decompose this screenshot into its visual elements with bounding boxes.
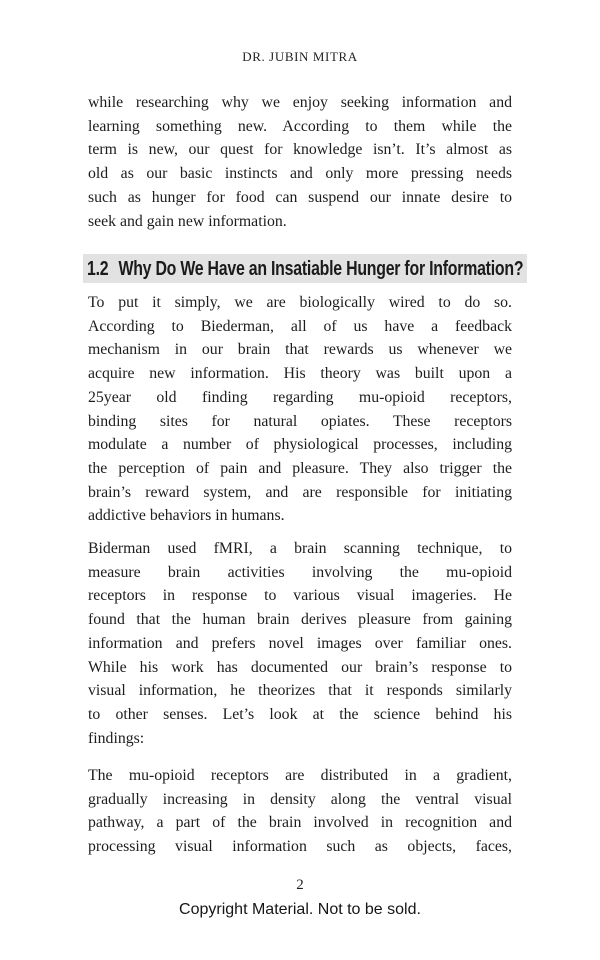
body-line: While his work has documented our brain’s response to [88, 658, 512, 676]
body-line: The mu-opioid receptors are distributed in a gradient, [88, 767, 512, 784]
paragraph [88, 91, 512, 233]
paragraph [88, 291, 512, 528]
body-line: According to Biederman, all of us have a feedback [88, 317, 512, 335]
body-line: brain’s reward system, and are responsible for initiating [88, 483, 512, 501]
section-title: Why Do We Have an Insatiable Hunger for Information? [118, 256, 524, 280]
body-line: information and prefers novel images over familiar ones. [88, 634, 512, 652]
body-line: gradually increasing in density along the ventral visual [88, 790, 512, 808]
body-line: To put it simply, we are biologically wired to do so. [88, 294, 512, 311]
body-line: while researching why we enjoy seeking information and [88, 94, 512, 111]
body-line: 25year old finding regarding mu-opioid receptors, [88, 388, 512, 406]
body-line: found that the human brain derives pleasure from gaining [88, 611, 512, 629]
body-line: addictive behaviors in humans. [88, 507, 285, 525]
body-line: learning something new. According to them while the [88, 117, 512, 135]
body-line: findings: [88, 729, 145, 747]
body-line: acquire new information. His theory was built upon a [88, 365, 512, 383]
body-line: old as our basic instincts and only more pressing needs [88, 165, 512, 183]
section-heading [83, 254, 527, 283]
running-header: DR. JUBIN MITRA [242, 49, 358, 64]
section-heading-inner [87, 257, 523, 281]
body-line: measure brain activities involving the mu-opioid [88, 563, 512, 581]
paragraph [88, 764, 512, 859]
paragraph [88, 537, 512, 750]
body-line: visual information, he theorizes that it responds similarly [88, 682, 512, 700]
body-line: seek and gain new information. [88, 212, 287, 230]
copyright-footer: Copyright Material. Not to be sold. [179, 901, 421, 918]
body-line: mechanism in our brain that rewards us whenever we [88, 341, 512, 359]
body-line: such as hunger for food can suspend our innate desire to [88, 188, 512, 206]
body-line: binding sites for natural opiates. These receptors [88, 412, 512, 430]
body-line: term is new, our quest for knowledge isn’t. It’s almost as [88, 141, 512, 159]
section-number: 1.2 [87, 256, 109, 280]
page-number: 2 [296, 877, 304, 893]
body-line: pathway, a part of the brain involved in recognition and [88, 814, 512, 832]
body-line: Biderman used fMRI, a brain scanning technique, to [88, 540, 512, 557]
body-line: processing visual information such as objects, faces, [88, 838, 512, 856]
body-line: to other senses. Let’s look at the science behind his [88, 705, 512, 723]
body-line: the perception of pain and pleasure. They also trigger the [88, 459, 512, 477]
body-line: modulate a number of physiological processes, including [88, 436, 512, 454]
body-line: receptors in response to various visual imageries. He [88, 587, 512, 605]
